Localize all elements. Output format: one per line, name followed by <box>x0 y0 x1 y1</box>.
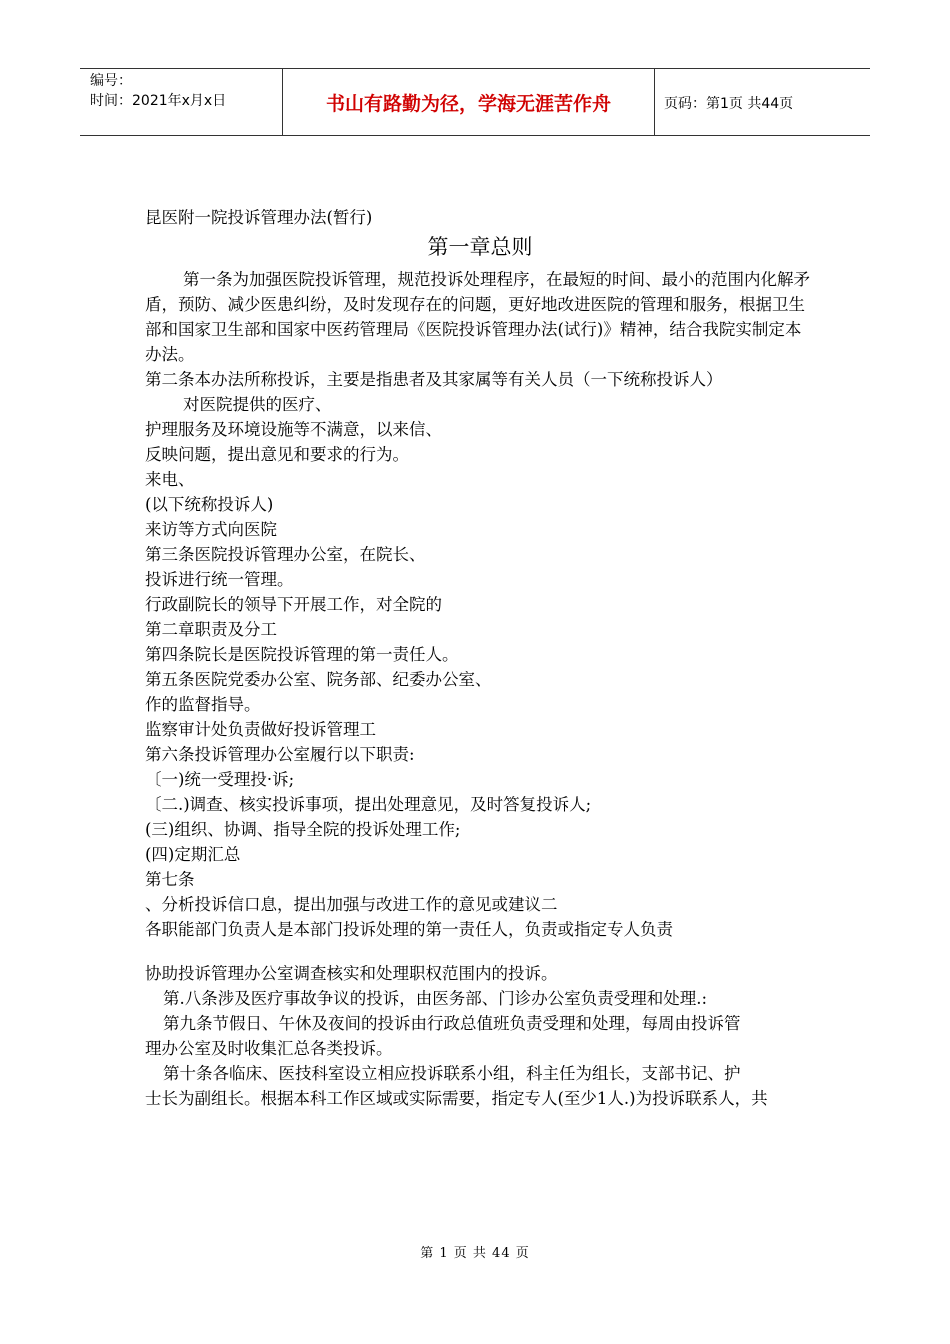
document-number-label: 编号： <box>90 73 132 89</box>
page-footer: 第 1 页 共 44 页 <box>420 1246 530 1261</box>
paragraph: 作的监督指导。 <box>145 695 261 714</box>
header-divider <box>654 69 655 135</box>
list-item: (四)定期汇总 <box>145 845 241 864</box>
paragraph: 第五条医院党委办公室、院务部、纪委办公室、 <box>145 670 492 689</box>
list-item: (三)组织、协调、指导全院的投诉处理工作; <box>145 820 461 839</box>
header-page-info: 页码：第1页 共44页 <box>664 96 794 112</box>
paragraph: 第.八条涉及医疗事故争议的投诉，由医务部、门诊办公室负责受理和处理.: <box>163 989 708 1008</box>
paragraph: 第十条各临床、医技科室设立相应投诉联系小组，科主任为组长，支部书记、护 <box>163 1064 741 1083</box>
paragraph: 、分析投诉信口息，提出加强与改进工作的意见或建议二 <box>145 895 558 914</box>
header-meta <box>90 71 226 111</box>
paragraph: (以下统称投诉人) <box>145 495 274 514</box>
paragraph: 反映问题，提出意见和要求的行为。 <box>145 445 409 464</box>
page-header <box>80 68 870 136</box>
paragraph: 第一条为加强医院投诉管理，规范投诉处理程序，在最短的时间、最小的范围内化解矛盾，预防、减少医患纠纷，及时发现存在的问题，更好地改进医院的管理和服务，根据卫生部和国家卫生部和国家中医药管理局《医院投诉管理办法(试行)》精神，结合我院实制定本办法。 <box>145 270 810 364</box>
chapter-heading: 第一章总则 <box>427 235 533 259</box>
paragraph: 第二条本办法所称投诉，主要是指患者及其家属等有关人员（一下统称投诉人） <box>145 370 723 389</box>
document-time-label: 时间：2021年x月x日 <box>90 93 227 109</box>
paragraph: 护理服务及环境设施等不满意，以来信、 <box>145 420 442 439</box>
paragraph: 来电、 <box>145 470 195 489</box>
document-title: 昆医附一院投诉管理办法(暂行) <box>145 208 373 227</box>
paragraph: 士长为副组长。根据本科工作区域或实际需要，指定专人(至少1人.)为投诉联系人，共 <box>145 1089 768 1108</box>
paragraph: 监察审计处负责做好投诉管理工 <box>145 720 376 739</box>
paragraph: 来访等方式向医院 <box>145 520 277 539</box>
paragraph: 投诉进行统一管理。 <box>145 570 294 589</box>
list-item: 〔二.)调查、核实投诉事项，提出处理意见，及时答复投诉人; <box>145 795 592 814</box>
paragraph: 第四条院长是医院投诉管理的第一责任人。 <box>145 645 459 664</box>
chapter-heading: 第二章职责及分工 <box>145 620 277 639</box>
document-body <box>145 205 815 1111</box>
paragraph: 第九条节假日、午休及夜间的投诉由行政总值班负责受理和处理，每周由投诉管 <box>163 1014 741 1033</box>
paragraph: 第七条 <box>145 870 195 889</box>
paragraph: 理办公室及时收集汇总各类投诉。 <box>145 1039 393 1058</box>
paragraph: 各职能部门负责人是本部门投诉处理的第一责任人，负责或指定专人负责 <box>145 920 673 939</box>
paragraph: 行政副院长的领导下开展工作，对全院的 <box>145 595 442 614</box>
paragraph: 协助投诉管理办公室调查核实和处理职权范围内的投诉。 <box>145 964 558 983</box>
paragraph: 第三条医院投诉管理办公室，在院长、 <box>145 545 426 564</box>
list-item: 〔一)统一受理投·诉; <box>145 770 295 789</box>
paragraph: 对医院提供的医疗、 <box>183 395 332 414</box>
header-motto: 书山有路勤为径，学海无涯苦作舟 <box>325 93 611 115</box>
paragraph: 第六条投诉管理办公室履行以下职责: <box>145 745 415 764</box>
